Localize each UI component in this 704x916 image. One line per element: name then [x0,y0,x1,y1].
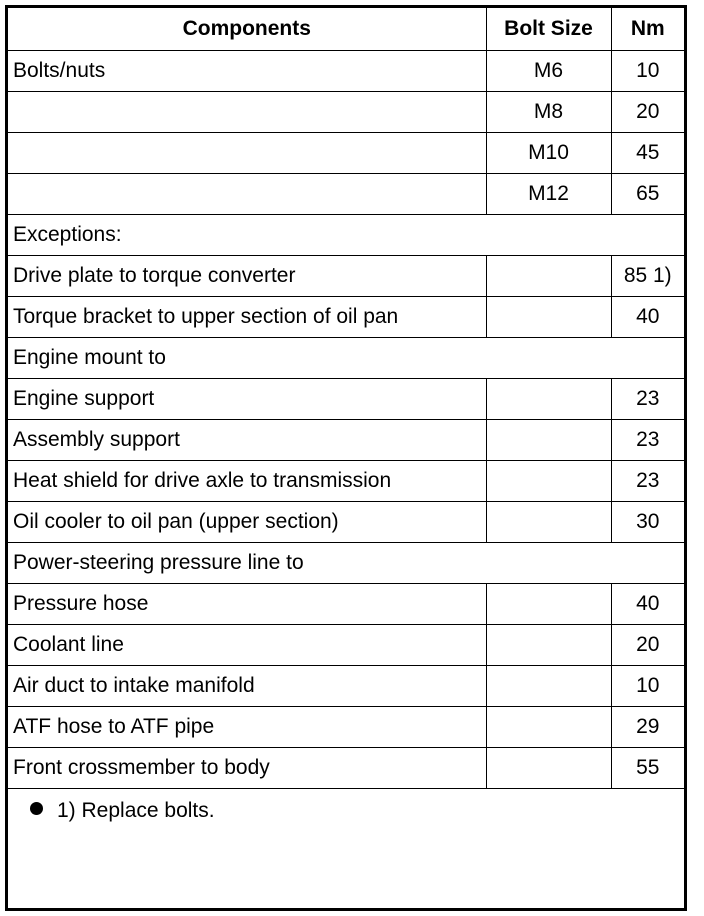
torque-specification-table [8,8,684,789]
section-label: Power-steering pressure line to [8,542,684,583]
bolt-size-cell [486,419,611,460]
table-body [8,50,684,788]
table-row [8,255,684,296]
footnote [8,789,684,823]
header-bolt-size: Bolt Size [486,8,611,50]
component-cell: Front crossmember to body [8,747,486,788]
section-row [8,337,684,378]
bolt-size-cell [486,378,611,419]
bullet-icon [30,802,43,815]
section-label: Engine mount to [8,337,684,378]
component-cell: Air duct to intake manifold [8,665,486,706]
table-row [8,50,684,91]
bolt-size-cell [486,583,611,624]
bolt-size-cell: M8 [486,91,611,132]
torque-cell: 23 [611,419,684,460]
table-row [8,706,684,747]
torque-cell: 20 [611,91,684,132]
bolt-size-cell [486,255,611,296]
component-cell: Heat shield for drive axle to transmission [8,460,486,501]
table-row [8,747,684,788]
bolt-size-cell [486,501,611,542]
torque-cell: 85 1) [611,255,684,296]
component-cell [8,132,486,173]
torque-cell: 29 [611,706,684,747]
table-row [8,378,684,419]
section-row [8,542,684,583]
component-cell: Drive plate to torque converter [8,255,486,296]
bolt-size-cell: M12 [486,173,611,214]
header-components: Components [8,8,486,50]
bolt-size-cell [486,747,611,788]
component-cell: Torque bracket to upper section of oil pan [8,296,486,337]
table-row [8,296,684,337]
table-row [8,91,684,132]
footnote-text: 1) Replace bolts. [57,798,215,822]
table-row [8,665,684,706]
table-row [8,583,684,624]
component-cell [8,173,486,214]
bolt-size-cell [486,296,611,337]
section-row [8,214,684,255]
bolt-size-cell [486,460,611,501]
component-cell: Assembly support [8,419,486,460]
torque-cell: 45 [611,132,684,173]
torque-cell: 30 [611,501,684,542]
torque-cell: 65 [611,173,684,214]
table-row [8,624,684,665]
torque-cell: 23 [611,378,684,419]
table-row [8,501,684,542]
torque-cell: 40 [611,583,684,624]
component-cell: ATF hose to ATF pipe [8,706,486,747]
bolt-size-cell [486,665,611,706]
table-row [8,419,684,460]
component-cell: Pressure hose [8,583,486,624]
component-cell: Oil cooler to oil pan (upper section) [8,501,486,542]
component-cell [8,91,486,132]
torque-cell: 55 [611,747,684,788]
header-nm: Nm [611,8,684,50]
torque-cell: 10 [611,50,684,91]
torque-cell: 23 [611,460,684,501]
bolt-size-cell: M6 [486,50,611,91]
torque-cell: 10 [611,665,684,706]
torque-cell: 20 [611,624,684,665]
section-label: Exceptions: [8,214,684,255]
component-cell: Coolant line [8,624,486,665]
table-row [8,173,684,214]
component-cell: Bolts/nuts [8,50,486,91]
bolt-size-cell: M10 [486,132,611,173]
header-row [8,8,684,50]
table-row [8,132,684,173]
bolt-size-cell [486,624,611,665]
torque-cell: 40 [611,296,684,337]
table-row [8,460,684,501]
bolt-size-cell [486,706,611,747]
component-cell: Engine support [8,378,486,419]
torque-table-frame [5,5,687,911]
